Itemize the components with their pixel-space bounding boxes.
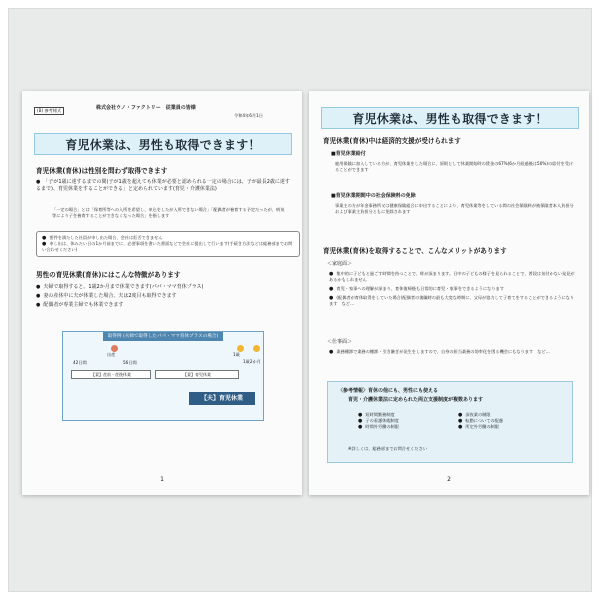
section-heading-financial: 育児休業(育休)中は経済的支援が受けられます xyxy=(323,137,461,145)
document-page-2 xyxy=(309,91,589,495)
husband-childcare-leave-bar: 【夫】育児休業 xyxy=(189,392,255,405)
page-number: 2 xyxy=(447,476,451,483)
notice-line: ● 申し出は、休みたい日の1か月前までに、必要事項を書いた書面などで会社に提出して行います(手続き方法などは総務部までお問い合わせください) xyxy=(42,241,294,253)
notice-box xyxy=(36,231,300,257)
list-item: ● 所定外労働の制限 xyxy=(458,424,558,430)
one-year-two-month-marker-icon xyxy=(253,345,260,352)
benefit-heading: ■育児休業期間中の社会保険料の免除 xyxy=(331,193,416,199)
section-heading-features: 男性の育児休業(育休)にはこんな特徴があります xyxy=(36,271,181,279)
list-item: ● 業務棚卸で業務の棚卸・引き継ぎが発生をしますので、自身の担当業務の効率化を図る機会にもなります など… xyxy=(329,349,575,355)
list-item: ● 妻の産休中に夫が休業した場合、夫は2度目も取得できます xyxy=(36,293,292,300)
benefit-text: 事業主の方が年金事務所又は健康保険組合に申出することにより、育児休業等をしている間の社会保険料が被保険者本人負担分および事業主負担分ともに免除されます xyxy=(335,203,574,214)
page-title: 育児休業は、男性も取得できます！ xyxy=(321,107,579,129)
page-title: 育児休業は、男性も取得できます！ xyxy=(34,133,292,155)
work-label: ＜仕事面＞ xyxy=(327,339,353,345)
info-footer: ※詳しくは、総務部までお問合せください xyxy=(348,446,427,451)
list-item: ● 配偶者が専業主婦でも休業できます xyxy=(36,302,292,309)
company-line: 株式会社ウノ・ファクトリー 従業員の皆様 xyxy=(96,105,196,111)
diagram-title: 取得例 (夫婦で取得したパパ・ママ育休プラスの場合) xyxy=(103,332,223,341)
wife-maternity-leave-bar: 【妻】産前・産後休業 xyxy=(71,370,151,379)
list-item: ● 転勤についての配慮 xyxy=(458,418,558,424)
list-item: ● 集中的に子どもと過ごす時間を持つことで、絆が深まります。日中の子どもの様子を見られることで、普段は気付かない発見があるかもしれません xyxy=(329,271,575,283)
section-heading-merits: 育児休業(育休)を取得することで、こんなメリットがあります xyxy=(323,247,507,255)
days-56-label: 56日間 xyxy=(123,360,137,365)
document-page-1 xyxy=(22,91,302,495)
notice-line: ● 要件を満たした社員が申し出た場合、会社は拒否できません xyxy=(42,235,294,241)
category-tag: (B) 参考様式 xyxy=(34,107,64,115)
family-merits-list xyxy=(329,271,575,307)
days-42-label: 42日間 xyxy=(73,360,87,365)
one-year-two-month-label: 1歳2か月 xyxy=(243,359,261,364)
list-item: ● 深夜業の制限 xyxy=(458,412,558,418)
benefit-heading: ■育児休業給付 xyxy=(331,151,366,157)
family-label: ＜家庭面＞ xyxy=(327,261,353,267)
list-item: ● 夫婦で取得すると、1歳2か月まで休業できます(パパ・ママ育休プラス) xyxy=(36,284,292,291)
benefit-text: 雇用保険に加入している方が、育児休業をした場合に、原則として休業開始時の賃金の67%(6か月経過後は50%)の給付を受けることができます xyxy=(335,161,574,172)
list-item: ● 短時間勤務制度 xyxy=(358,412,458,418)
reference-info-panel xyxy=(327,381,573,463)
one-year-marker-icon xyxy=(237,345,244,352)
leave-example-diagram xyxy=(62,331,264,421)
photo-background xyxy=(8,8,592,592)
one-year-label: 1歳 xyxy=(233,352,240,357)
wife-childcare-leave-bar: 【妻】育児休業 xyxy=(155,370,239,379)
list-item: ● 子の看護休暇制度 xyxy=(358,418,458,424)
page-number: 1 xyxy=(160,476,164,483)
features-list xyxy=(36,284,292,309)
list-item: ● 育児・家事への理解が深まり、育休復帰後も日常的に育児・家事をできるようになります xyxy=(329,286,575,292)
support-system-list xyxy=(358,412,558,430)
issue-date: 令和4年6月1日 xyxy=(234,113,263,118)
list-item: ● (配偶者が育休取得をしていた場合)配偶者の復職時の最も大変な時期に、父母が協力して子育てをすることができるようになります など… xyxy=(329,295,575,307)
legal-basis-text: ● 「子が1歳に達するまでの間(子が1歳を超えても休業が必要と認められる一定の場合には、子が最長2歳に達するまで)、育児休業をすることができる」と定められています(育児・介護休業法) xyxy=(36,179,292,193)
work-merits-list xyxy=(329,349,575,355)
section-heading-gender: 育児休業(育休)は性別を問わず取得できます xyxy=(36,167,168,175)
info-subheading: 育児・介護休業法に定められた両立支援制度が複数あります xyxy=(348,397,484,403)
list-item: ● 時間外労働の制限 xyxy=(358,424,458,430)
definition-note: 「一定の場合」とは「保育所等への入所を希望し、申込をしたが入所できない場合」「配偶者が養育する予定だったが、病気等により子を養育することができなくなった場合」を指します xyxy=(52,207,285,218)
birth-marker-icon xyxy=(111,345,118,352)
birth-label: 出産 xyxy=(107,352,116,357)
info-heading: 〈参考情報〉育休の他にも、男性にも使える xyxy=(338,388,439,394)
